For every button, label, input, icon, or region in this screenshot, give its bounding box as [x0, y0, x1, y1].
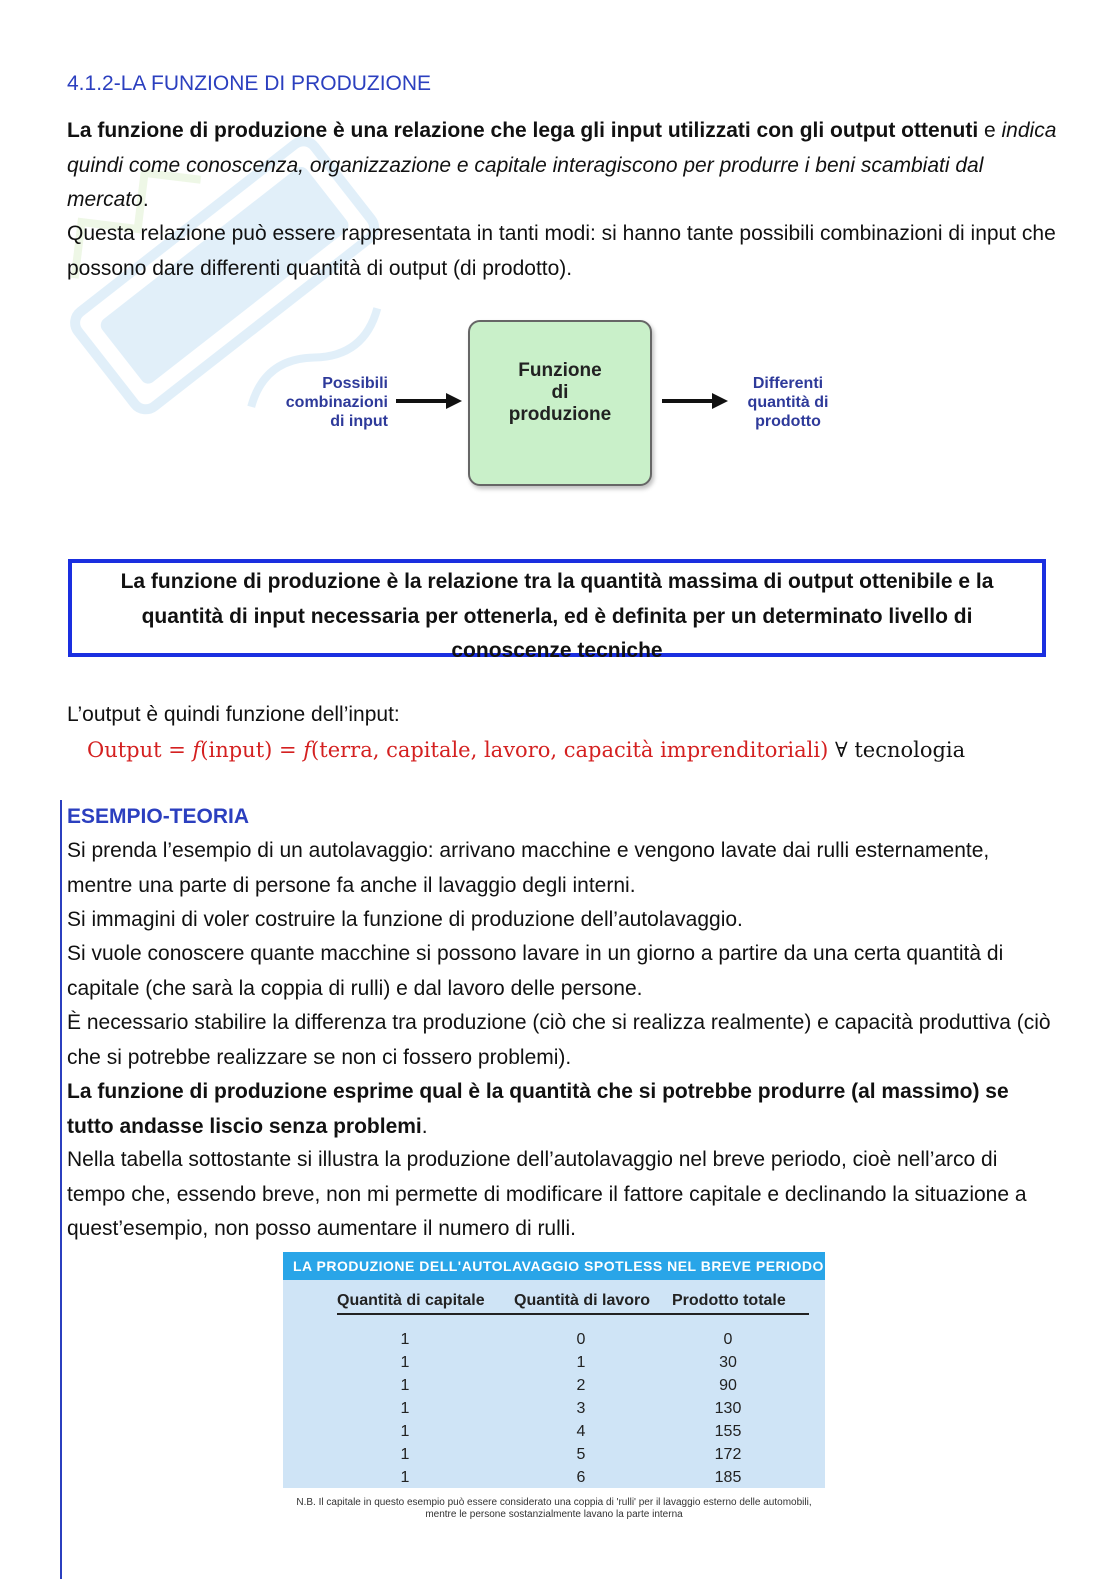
diagram-right-line: prodotto: [755, 413, 821, 430]
center-line: produzione: [508, 404, 612, 425]
output-intro: L’output è quindi funzione dell’input:: [67, 703, 400, 726]
diagram-right-line: quantità di: [747, 394, 829, 411]
center-line: di: [551, 382, 569, 403]
table-header-labor: Quantità di lavoro: [514, 1292, 651, 1309]
table-cell: 1: [400, 1377, 410, 1394]
example-paragraph: Si vuole conoscere quante macchine si possono lavare in un giorno a partire da una certa quantità di capitale (che sarà la coppia di rulli) e dal lavoro delle persone.: [67, 942, 1004, 1000]
production-function-box: [468, 320, 652, 486]
example-paragraph: Si prenda l’esempio di un autolavaggio: arrivano macchine e vengono lavate dai rulli esternamente, mentre una parte di persone fa anche il lavaggio degli interni.: [67, 839, 990, 897]
diagram-left-line: Possibili: [322, 375, 388, 392]
definition-text: La funzione di produzione è la relazione tra la quantità massima di output ottenibile e la quantità di input necessaria per ottenerla, ed è definita per un determinato livello di conoscenze tecniche: [120, 570, 994, 662]
formula-qualifier: ∀ tecnologia: [828, 738, 966, 762]
example-bold-paragraph: [67, 1075, 1057, 1144]
table-cell: 1: [400, 1423, 410, 1440]
table-cell: 0: [576, 1331, 586, 1348]
table-cell: 0: [723, 1331, 733, 1348]
table-cell: 4: [576, 1423, 586, 1440]
intro-end: .: [142, 188, 149, 211]
intro-connector: e: [978, 119, 1002, 142]
table-cell: 1: [400, 1446, 410, 1463]
production-table: [283, 1252, 825, 1488]
table-header-rule: [337, 1313, 809, 1315]
intro-italic: indica quindi come conoscenza, organizzazione e capitale interagiscono per produrre i beni scambiati dal mercato: [67, 119, 1057, 211]
definition-box: [68, 559, 1046, 662]
example-side-bar: [60, 800, 62, 1579]
table-cell: 2: [576, 1377, 586, 1394]
diagram-left-label: [270, 374, 388, 431]
production-formula: [87, 733, 965, 767]
intro-bold: La funzione di produzione è una relazione che lega gli input utilizzati con gli output ottenuti: [67, 119, 979, 142]
table-cell: 185: [714, 1469, 742, 1486]
arrow-right-icon: [394, 390, 464, 412]
table-note: N.B. Il capitale in questo esempio può essere considerato una coppia di 'rulli' per il lavaggio esterno delle automobili, mentre le persone sostanzialmente lavano la parte interna: [296, 1497, 812, 1520]
intro-second-paragraph: Questa relazione può essere rappresentata in tanti modi: si hanno tante possibili combinazioni di input che possono dare differenti quantità di output (di prodotto).: [67, 222, 1056, 280]
example-paragraph: È necessario stabilire la differenza tra produzione (ciò che si realizza realmente) e capacità produttiva (ciò che si potrebbe realizzare se non ci fossero problemi).: [67, 1011, 1051, 1069]
example-paragraph: Nella tabella sottostante si illustra la produzione dell’autolavaggio nel breve periodo, cioè nell’arco di tempo che, essendo breve, non mi permette di modificare il fattore capitale e declinando la situazione a quest’esempio, non posso aumentare il numero di rulli.: [67, 1148, 1027, 1240]
center-box-label: [470, 360, 650, 426]
diagram-right-label: [734, 374, 842, 431]
formula-main: Output = 𝑓(input) = 𝑓(terra, capitale, lavoro, capacità imprenditoriali): [87, 738, 829, 762]
example-paragraph: Si immagini di voler costruire la funzione di produzione dell’autolavaggio.: [67, 908, 743, 931]
table-cell: 1: [400, 1331, 410, 1348]
center-line: Funzione: [518, 360, 602, 381]
table-cell: 3: [576, 1400, 586, 1417]
table-cell: 1: [400, 1469, 410, 1486]
table-header-output: Prodotto totale: [672, 1292, 786, 1309]
table-cell: 1: [576, 1354, 586, 1371]
table-cell: 172: [714, 1446, 742, 1463]
example-bold-end: .: [421, 1114, 428, 1138]
table-cell: 30: [719, 1354, 737, 1371]
arrow-right-icon: [660, 390, 730, 412]
table-cell: 5: [576, 1446, 586, 1463]
intro-paragraph: [67, 114, 1057, 218]
table-cell: 130: [714, 1400, 742, 1417]
diagram-left-line: di input: [330, 413, 388, 430]
table-header-capital: Quantità di capitale: [337, 1292, 485, 1309]
table-cell: 1: [400, 1400, 410, 1417]
diagram-left-line: combinazioni: [285, 394, 388, 411]
table-title: LA PRODUZIONE DELL'AUTOLAVAGGIO SPOTLESS NEL BREVE PERIODO: [283, 1252, 825, 1280]
table-cell: 6: [576, 1469, 586, 1486]
table-cell: 1: [400, 1354, 410, 1371]
diagram-right-line: Differenti: [752, 375, 824, 392]
table-cell: 90: [719, 1377, 737, 1394]
example-heading: ESEMPIO-TEORIA: [67, 805, 250, 828]
section-title: 4.1.2-LA FUNZIONE DI PRODUZIONE: [67, 72, 432, 95]
table-cell: 155: [714, 1423, 742, 1440]
example-bold: La funzione di produzione esprime qual è la quantità che si potrebbe produrre (al massimo) se tutto andasse liscio senza problemi: [67, 1080, 1009, 1138]
